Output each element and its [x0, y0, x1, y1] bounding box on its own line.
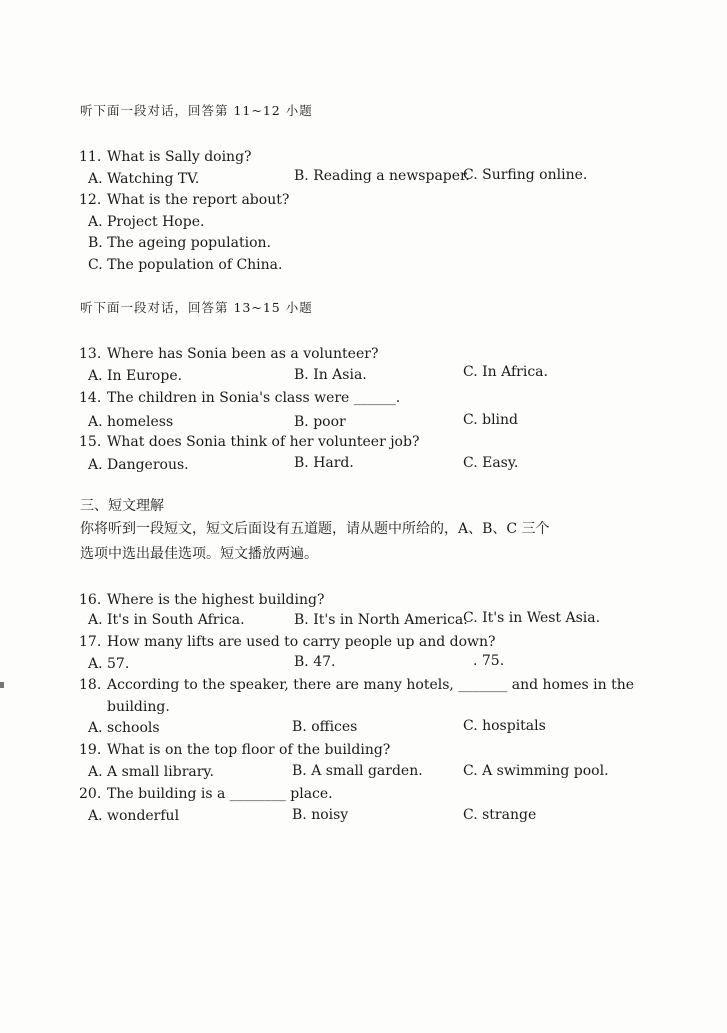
question-17-option-c: . 75.	[473, 653, 505, 669]
question-20-option-b: B. noisy	[292, 807, 349, 823]
question-16-option-a: A. It's in South Africa.	[88, 612, 245, 628]
question-14-number: 14.	[79, 390, 102, 406]
section-3-instruction-line-2: 选项中选出最佳选项。短文播放两遍。	[80, 546, 318, 562]
question-14-option-b: B. poor	[294, 414, 346, 430]
question-13-number: 13.	[79, 346, 102, 362]
question-15-number: 15.	[79, 434, 102, 450]
question-19-number: 19.	[79, 742, 102, 758]
question-14-text: The children in Sonia's class were ______.	[107, 390, 401, 406]
section-header-13-15: 听下面一段对话，回答第 13~15 小题	[80, 300, 313, 315]
question-19-text: What is on the top floor of the building?	[107, 742, 391, 758]
question-18-option-a: A. schools	[88, 720, 160, 736]
section-3-title: 三、短文理解	[80, 498, 164, 514]
question-14-option-a: A. homeless	[88, 414, 174, 430]
question-20-number: 20.	[79, 786, 102, 802]
question-11-number: 11.	[79, 149, 102, 165]
question-15-text: What does Sonia think of her volunteer job?	[107, 434, 420, 450]
question-17-text: How many lifts are used to carry people up and down?	[107, 634, 496, 650]
question-20-option-a: A. wonderful	[88, 808, 180, 824]
question-19-option-c: C. A swimming pool.	[463, 763, 609, 779]
question-18-text-line-2: building.	[107, 699, 170, 715]
question-11-option-a: A. Watching TV.	[88, 171, 200, 187]
question-18-text: According to the speaker, there are many hotels, _______ and homes in the	[107, 677, 635, 693]
question-18-option-b: B. offices	[292, 719, 358, 735]
section-3-instruction-line-1: 你将听到一段短文，短文后面设有五道题，请从题中所给的，A、B、C 三个	[80, 521, 550, 537]
question-18-option-c: C. hospitals	[463, 718, 546, 734]
question-17-number: 17.	[79, 634, 102, 650]
question-15-option-c: C. Easy.	[463, 455, 519, 471]
question-13-option-c: C. In Africa.	[463, 364, 548, 380]
section-header-11-12: 听下面一段对话，回答第 11~12 小题	[80, 103, 313, 118]
question-11-text: What is Sally doing?	[107, 149, 252, 165]
question-20-option-c: C. strange	[463, 807, 537, 823]
question-15-option-a: A. Dangerous.	[88, 457, 189, 473]
question-13-option-a: A. In Europe.	[88, 368, 183, 384]
question-13-option-b: B. In Asia.	[294, 367, 367, 383]
question-15-option-b: B. Hard.	[294, 455, 354, 471]
question-19-option-b: B. A small garden.	[292, 763, 423, 779]
question-16-number: 16.	[79, 592, 102, 608]
question-17-option-a: A. 57.	[88, 656, 130, 672]
question-20-text: The building is a ________ place.	[107, 786, 333, 802]
question-12-option-a: A. Project Hope.	[88, 214, 205, 230]
question-16-text: Where is the highest building?	[107, 592, 325, 608]
question-17-option-b: B. 47.	[294, 654, 336, 670]
question-11-option-c: C. Surfing online.	[463, 167, 588, 183]
scan-speck	[0, 682, 4, 688]
question-19-option-a: A. A small library.	[88, 764, 214, 780]
question-12-number: 12.	[79, 192, 102, 208]
question-12-option-c: C. The population of China.	[88, 257, 283, 273]
question-16-option-c: C. It's in West Asia.	[463, 610, 601, 626]
question-14-option-c: C. blind	[463, 412, 519, 428]
question-18-number: 18.	[79, 677, 102, 693]
question-12-option-b: B. The ageing population.	[88, 235, 271, 251]
question-16-option-b: B. It's in North America.	[294, 612, 468, 628]
question-13-text: Where has Sonia been as a volunteer?	[107, 346, 379, 362]
question-11-option-b: B. Reading a newspaper.	[294, 168, 470, 184]
question-12-text: What is the report about?	[107, 192, 290, 208]
